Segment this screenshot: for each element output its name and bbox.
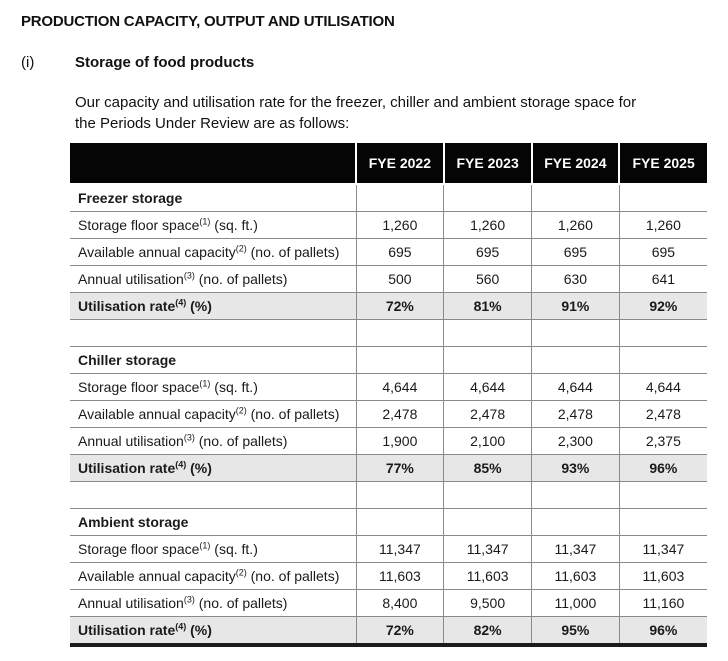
row-label: Annual utilisation$^{(3)}$ (no. of pallets) — [70, 266, 356, 293]
cell-value: 82% — [444, 617, 532, 646]
table-row — [70, 374, 707, 401]
cell-value: 96% — [619, 455, 707, 482]
cell-value: 2,375 — [619, 428, 707, 455]
cell-value: 695 — [356, 239, 444, 266]
footnote-ref: (3) — [183, 594, 195, 605]
section-row-chiller — [70, 347, 707, 374]
section-row-ambient — [70, 509, 707, 536]
cell-value: 11,603 — [619, 563, 707, 590]
table-header-row — [70, 143, 707, 184]
row-label: Utilisation rate$^{(4)}$ (%) — [70, 293, 356, 320]
column-header-fye2024: FYE 2024 — [532, 143, 620, 184]
cell-value: 95% — [532, 617, 620, 646]
footnote-ref: (4) — [175, 297, 187, 308]
footnote-ref: (1) — [199, 378, 211, 389]
cell-value: 11,603 — [444, 563, 532, 590]
table-row — [70, 266, 707, 293]
row-label: Storage floor space$^{(1)}$ (sq. ft.) — [70, 212, 356, 239]
section-name: Chiller storage — [70, 347, 356, 374]
cell-value: 91% — [532, 293, 620, 320]
intro-line-1: Our capacity and utilisation rate for the freezer, chiller and ambient storage space for — [75, 94, 637, 111]
section-name: Ambient storage — [70, 509, 356, 536]
cell-value: 2,300 — [532, 428, 620, 455]
table-row — [70, 590, 707, 617]
section-heading — [21, 54, 708, 72]
cell-value: 11,603 — [356, 563, 444, 590]
cell-value: 93% — [532, 455, 620, 482]
cell-value: 72% — [356, 293, 444, 320]
cell-value: 560 — [444, 266, 532, 293]
cell-value: 11,347 — [356, 536, 444, 563]
cell-value: 500 — [356, 266, 444, 293]
cell-value: 85% — [444, 455, 532, 482]
row-label: Annual utilisation$^{(3)}$ (no. of pallets) — [70, 428, 356, 455]
cell-value: 77% — [356, 455, 444, 482]
cell-value: 2,478 — [619, 401, 707, 428]
cell-value: 72% — [356, 617, 444, 646]
cell-value: 1,260 — [619, 212, 707, 239]
cell-value: 4,644 — [356, 374, 444, 401]
cell-value: 630 — [532, 266, 620, 293]
spacer-row — [70, 320, 707, 347]
cell-value: 4,644 — [444, 374, 532, 401]
row-label: Available annual capacity$^{(2)}$ (no. of pallets) — [70, 401, 356, 428]
cell-value: 11,000 — [532, 590, 620, 617]
cell-value: 1,260 — [356, 212, 444, 239]
intro-line-2: the Periods Under Review are as follows: — [75, 115, 350, 132]
footnote-ref: (4) — [175, 459, 187, 470]
section-row-freezer — [70, 184, 707, 212]
footnote-ref: (2) — [235, 567, 247, 578]
footnote-ref: (2) — [235, 405, 247, 416]
page-title: PRODUCTION CAPACITY, OUTPUT AND UTILISATION — [21, 13, 395, 30]
table-corner-cell — [70, 143, 356, 184]
cell-value: 4,644 — [532, 374, 620, 401]
capacity-table — [70, 143, 707, 647]
row-label: Storage floor space$^{(1)}$ (sq. ft.) — [70, 374, 356, 401]
table-row — [70, 536, 707, 563]
utilisation-rate-row — [70, 455, 707, 482]
table-row — [70, 239, 707, 266]
table-row — [70, 428, 707, 455]
cell-value: 2,478 — [532, 401, 620, 428]
cell-value: 11,603 — [532, 563, 620, 590]
row-label: Annual utilisation$^{(3)}$ (no. of pallets) — [70, 590, 356, 617]
cell-value: 695 — [532, 239, 620, 266]
table-row — [70, 563, 707, 590]
cell-value: 2,100 — [444, 428, 532, 455]
section-index: (i) — [21, 54, 35, 71]
row-label: Utilisation rate$^{(4)}$ (%) — [70, 455, 356, 482]
column-header-fye2025: FYE 2025 — [619, 143, 707, 184]
cell-value: 641 — [619, 266, 707, 293]
cell-value: 2,478 — [356, 401, 444, 428]
cell-value: 1,260 — [444, 212, 532, 239]
row-label: Storage floor space$^{(1)}$ (sq. ft.) — [70, 536, 356, 563]
footnote-ref: (4) — [175, 621, 187, 632]
table-row — [70, 401, 707, 428]
cell-value: 9,500 — [444, 590, 532, 617]
cell-value: 1,260 — [532, 212, 620, 239]
footnote-ref: (3) — [183, 270, 195, 281]
cell-value: 4,644 — [619, 374, 707, 401]
section-title: Storage of food products — [75, 54, 255, 71]
cell-value: 11,160 — [619, 590, 707, 617]
cell-value: 11,347 — [619, 536, 707, 563]
cell-value: 1,900 — [356, 428, 444, 455]
footnote-ref: (3) — [183, 432, 195, 443]
row-label: Available annual capacity$^{(2)}$ (no. of pallets) — [70, 563, 356, 590]
row-label: Utilisation rate$^{(4)}$ (%) — [70, 617, 356, 646]
cell-value: 2,478 — [444, 401, 532, 428]
footnote-ref: (1) — [199, 540, 211, 551]
cell-value: 695 — [444, 239, 532, 266]
intro-paragraph — [75, 92, 711, 134]
cell-value: 11,347 — [532, 536, 620, 563]
column-header-fye2022: FYE 2022 — [356, 143, 444, 184]
cell-value: 96% — [619, 617, 707, 646]
cell-value: 81% — [444, 293, 532, 320]
cell-value: 11,347 — [444, 536, 532, 563]
footnote-ref: (2) — [235, 243, 247, 254]
spacer-row — [70, 482, 707, 509]
section-name: Freezer storage — [70, 184, 356, 212]
utilisation-rate-row — [70, 617, 707, 646]
cell-value: 695 — [619, 239, 707, 266]
cell-value: 92% — [619, 293, 707, 320]
cell-value: 8,400 — [356, 590, 444, 617]
table-row — [70, 212, 707, 239]
utilisation-rate-row — [70, 293, 707, 320]
footnote-ref: (1) — [199, 216, 211, 227]
column-header-fye2023: FYE 2023 — [444, 143, 532, 184]
row-label: Available annual capacity$^{(2)}$ (no. of pallets) — [70, 239, 356, 266]
